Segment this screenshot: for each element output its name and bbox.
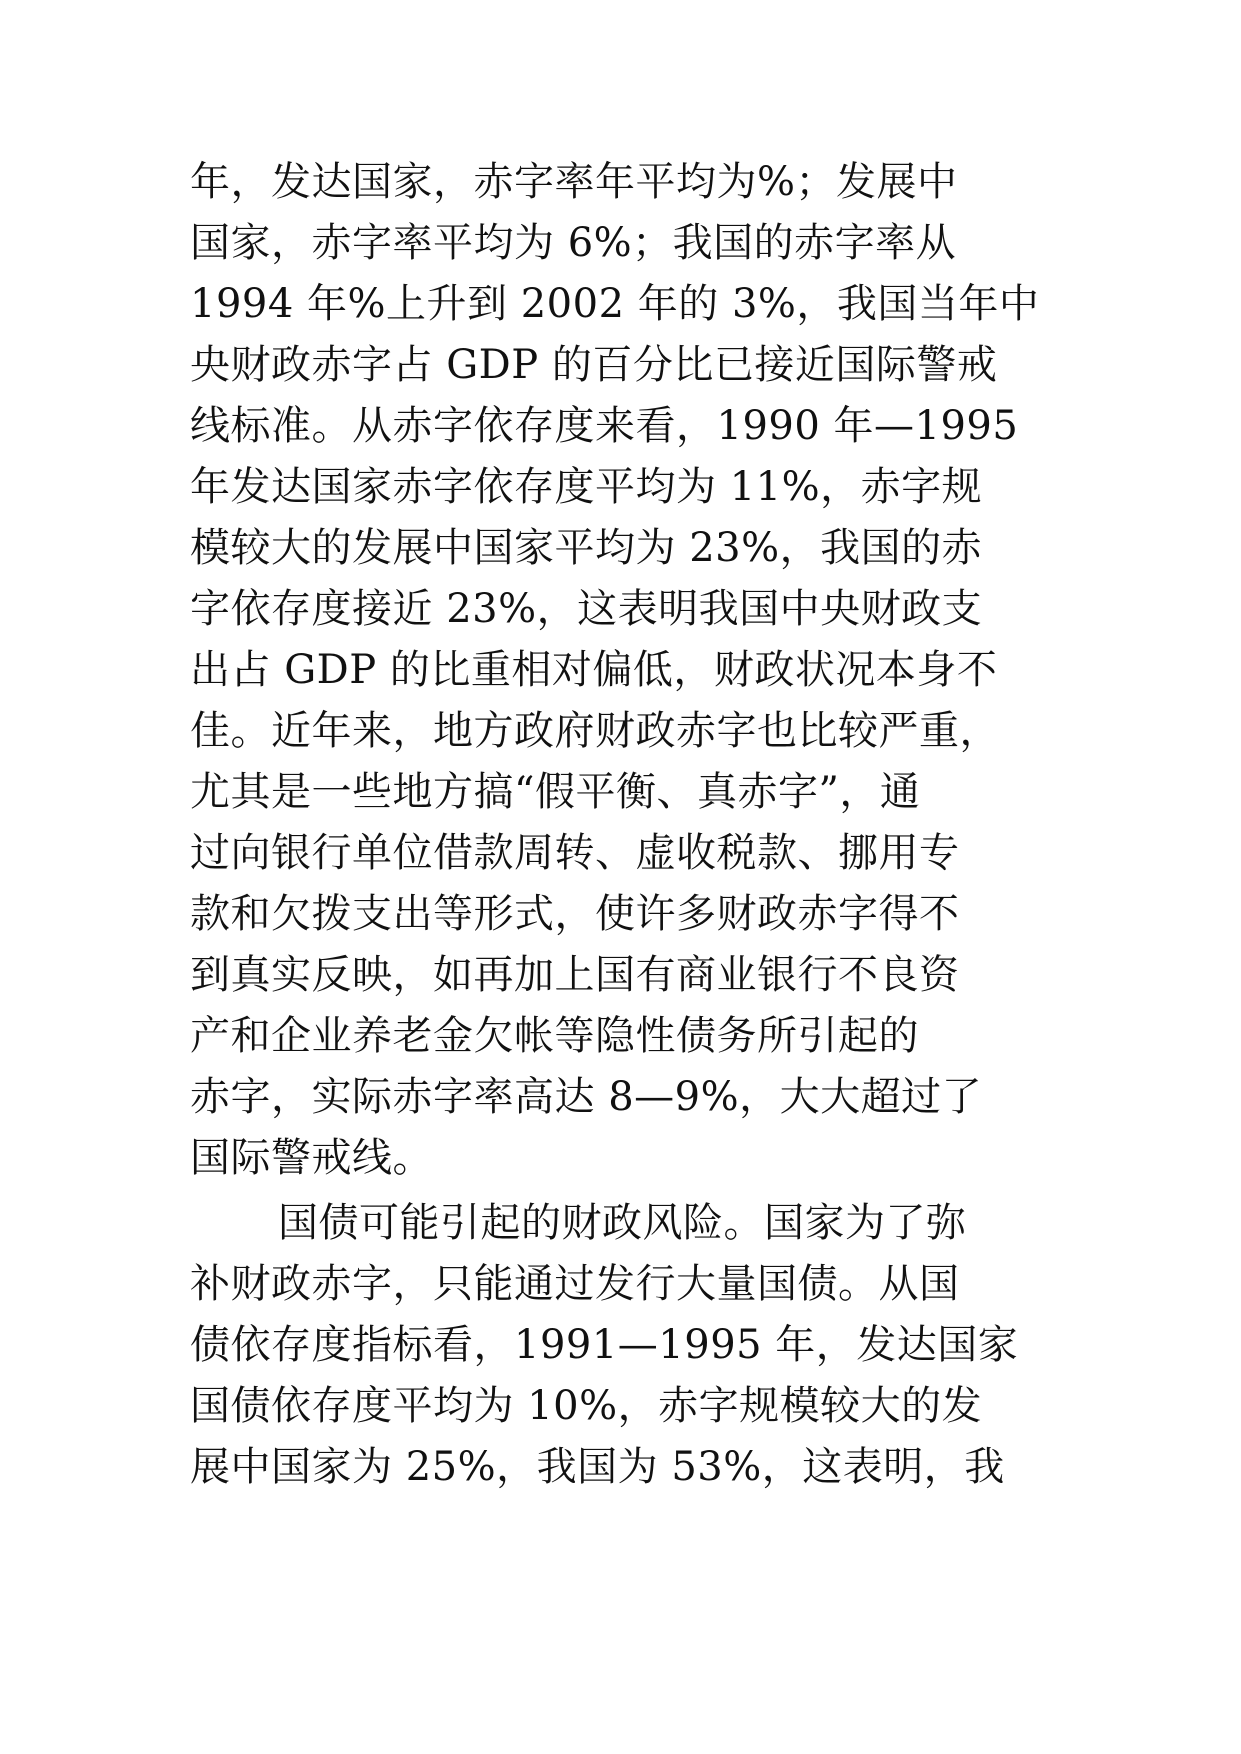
text-line: 国债依存度平均为 10%，赤字规模较大的发 (190, 1383, 983, 1429)
text-line: 到真实反映，如再加上国有商业银行不良资 (190, 952, 960, 998)
text-line: 字依存度接近 23%，这表明我国中央财政支 (190, 586, 983, 632)
text-line: 年，发达国家，赤字率年平均为%；发展中 (190, 159, 958, 205)
text-line: 产和企业养老金欠帐等隐性债务所引起的 (190, 1013, 919, 1059)
text-line: 尤其是一些地方搞“假平衡、真赤字”，通 (190, 769, 921, 815)
text-line: 模较大的发展中国家平均为 23%，我国的赤 (190, 525, 983, 571)
text-line: 国际警戒线。 (190, 1135, 433, 1181)
text-line: 国家，赤字率平均为 6%；我国的赤字率从 (190, 220, 957, 266)
text-line: 补财政赤字，只能通过发行大量国债。从国 (190, 1261, 960, 1307)
text-line: 佳。近年来，地方政府财政赤字也比较严重， (190, 708, 1000, 754)
text-line: 央财政赤字占 GDP 的百分比已接近国际警戒 (190, 342, 998, 388)
text-line: 债依存度指标看，1991—1995 年，发达国家 (190, 1322, 1019, 1368)
paragraph-deficit-ratio (190, 152, 1070, 1189)
text-line: 展中国家为 25%，我国为 53%，这表明，我 (190, 1444, 1005, 1490)
text-line: 款和欠拨支出等形式，使许多财政赤字得不 (190, 891, 960, 937)
text-line: 线标准。从赤字依存度来看，1990 年—1995 (190, 403, 1019, 449)
text-line: 1994 年%上升到 2002 年的 3%，我国当年中 (190, 281, 1040, 327)
text-line: 赤字，实际赤字率高达 8—9%，大大超过了 (190, 1074, 983, 1120)
text-line: 国债可能引起的财政风险。国家为了弥 (278, 1200, 967, 1246)
text-line: 过向银行单位借款周转、虚收税款、挪用专 (190, 830, 960, 876)
paragraph-national-debt-risk (190, 1193, 1070, 1498)
body-text (190, 152, 1070, 1498)
text-line: 出占 GDP 的比重相对偏低，财政状况本身不 (190, 647, 998, 693)
text-line: 年发达国家赤字依存度平均为 11%，赤字规 (190, 464, 983, 510)
